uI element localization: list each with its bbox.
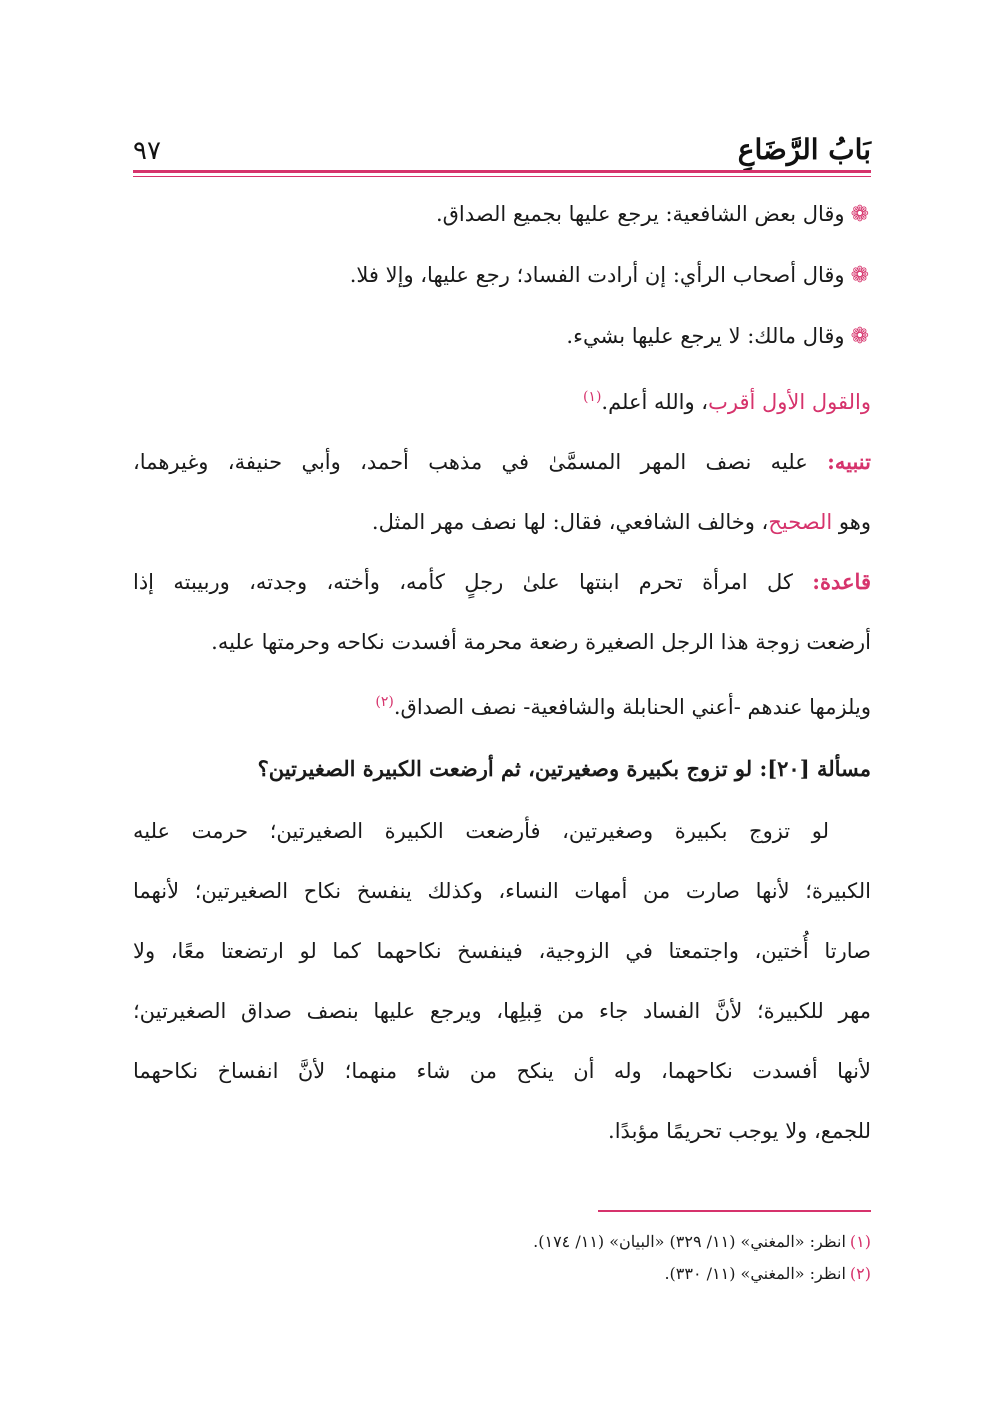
footnote — [133, 1258, 871, 1290]
footnotes — [133, 1226, 871, 1290]
qaida-text: كل امرأة تحرم ابنتها علىٰ رجلٍ كأمه، وأخته، وجدته، وربيبته إذا — [133, 570, 793, 594]
qaida-line-2 — [133, 612, 871, 672]
tanbih-text: عليه نصف المهر المسمَّىٰ في مذهب أحمد، وأبي حنيفة، وغيرهما، — [133, 450, 808, 474]
qaida-line-3 — [133, 672, 871, 737]
tanbih-label: تنبيه: — [827, 449, 871, 474]
tanbih-highlight: الصحيح — [768, 510, 833, 534]
qaida-text: أرضعت زوجة هذا الرجل الصغيرة رضعة محرمة أفسدت نكاحه وحرمتها عليه. — [211, 630, 871, 654]
bullet-line — [133, 184, 871, 245]
page-header — [133, 126, 871, 166]
footnote-ref[interactable]: (٢) — [375, 694, 394, 710]
bullet-text: وقال مالك: لا يرجع عليها بشيء. — [566, 324, 845, 348]
footnote-text: انظر: «المغني» (١١/ ٣٣٠). — [664, 1264, 846, 1283]
flower-ornament-icon: ❁ — [850, 324, 869, 349]
flower-ornament-icon: ❁ — [850, 202, 869, 227]
qaida-text: ويلزمها عندهم -أعني الحنابلة والشافعية- نصف الصداق. — [393, 695, 871, 719]
conclusion-highlight: والقول الأول أقرب — [708, 390, 871, 414]
tanbih-text-post: ، وخالف الشافعي، فقال: لها نصف مهر المثل. — [371, 510, 769, 534]
bullet-line — [133, 245, 871, 306]
tanbih-line — [133, 432, 871, 492]
bullet-text: وقال أصحاب الرأي: إن أرادت الفساد؛ رجع عليها، وإلا فلا. — [349, 263, 845, 287]
masala-label: مسألة [٢٠]: — [759, 756, 871, 781]
conclusion-rest: ، والله أعلم. — [601, 390, 709, 414]
qaida-label: قاعدة: — [812, 569, 871, 594]
footnote — [133, 1226, 871, 1258]
paragraph-line: مهر للكبيرة؛ لأنَّ الفساد جاء من قِبلِها، ويرجع عليها بنصف صداق الصغيرتين؛ — [133, 999, 871, 1023]
footnote-ref[interactable]: (١) — [582, 389, 602, 405]
masala-heading — [133, 737, 871, 801]
header-rule-thin — [133, 176, 871, 177]
chapter-title: بَابُ الرَّضَاعِ — [737, 133, 871, 166]
header-rule — [133, 170, 871, 173]
page-body — [133, 184, 871, 1161]
footnote-number: (١) — [849, 1232, 871, 1251]
footnote-separator — [598, 1210, 871, 1212]
qaida-line — [133, 552, 871, 612]
bullet-line — [133, 306, 871, 367]
masala-title: لو تزوج بكبيرة وصغيرتين، ثم أرضعت الكبيرة الصغيرتين؟ — [257, 756, 753, 781]
tanbih-line-2 — [133, 492, 871, 552]
tanbih-text-pre: وهو — [832, 510, 871, 534]
conclusion-line — [133, 367, 871, 432]
paragraph-line: لأنها أفسدت نكاحهما، وله أن ينكح من شاء منهما؛ لأنَّ انفساخ نكاحهما — [133, 1059, 871, 1083]
paragraph-line: الكبيرة؛ لأنها صارت من أمهات النساء، وكذلك ينفسخ نكاح الصغيرتين؛ لأنهما — [133, 879, 871, 903]
paragraph-line: للجمع، ولا يوجب تحريمًا مؤبدًا. — [608, 1119, 871, 1143]
footnote-number: (٢) — [849, 1264, 871, 1283]
flower-ornament-icon: ❁ — [850, 263, 869, 288]
bullet-text: وقال بعض الشافعية: يرجع عليها بجميع الصداق. — [435, 202, 845, 226]
paragraph-line: صارتا أُختين، واجتمعتا في الزوجية، فينفسخ نكاحهما كما لو ارتضعتا معًا، ولا — [133, 939, 871, 963]
footnote-text: انظر: «المغني» (١١/ ٣٢٩) «البيان» (١١/ ١٧٤). — [533, 1232, 846, 1251]
paragraph-line: لو تزوج بكبيرة وصغيرتين، فأرضعت الكبيرة الصغيرتين؛ حرمت عليه — [133, 819, 829, 843]
page-number: ٩٧ — [133, 136, 161, 166]
